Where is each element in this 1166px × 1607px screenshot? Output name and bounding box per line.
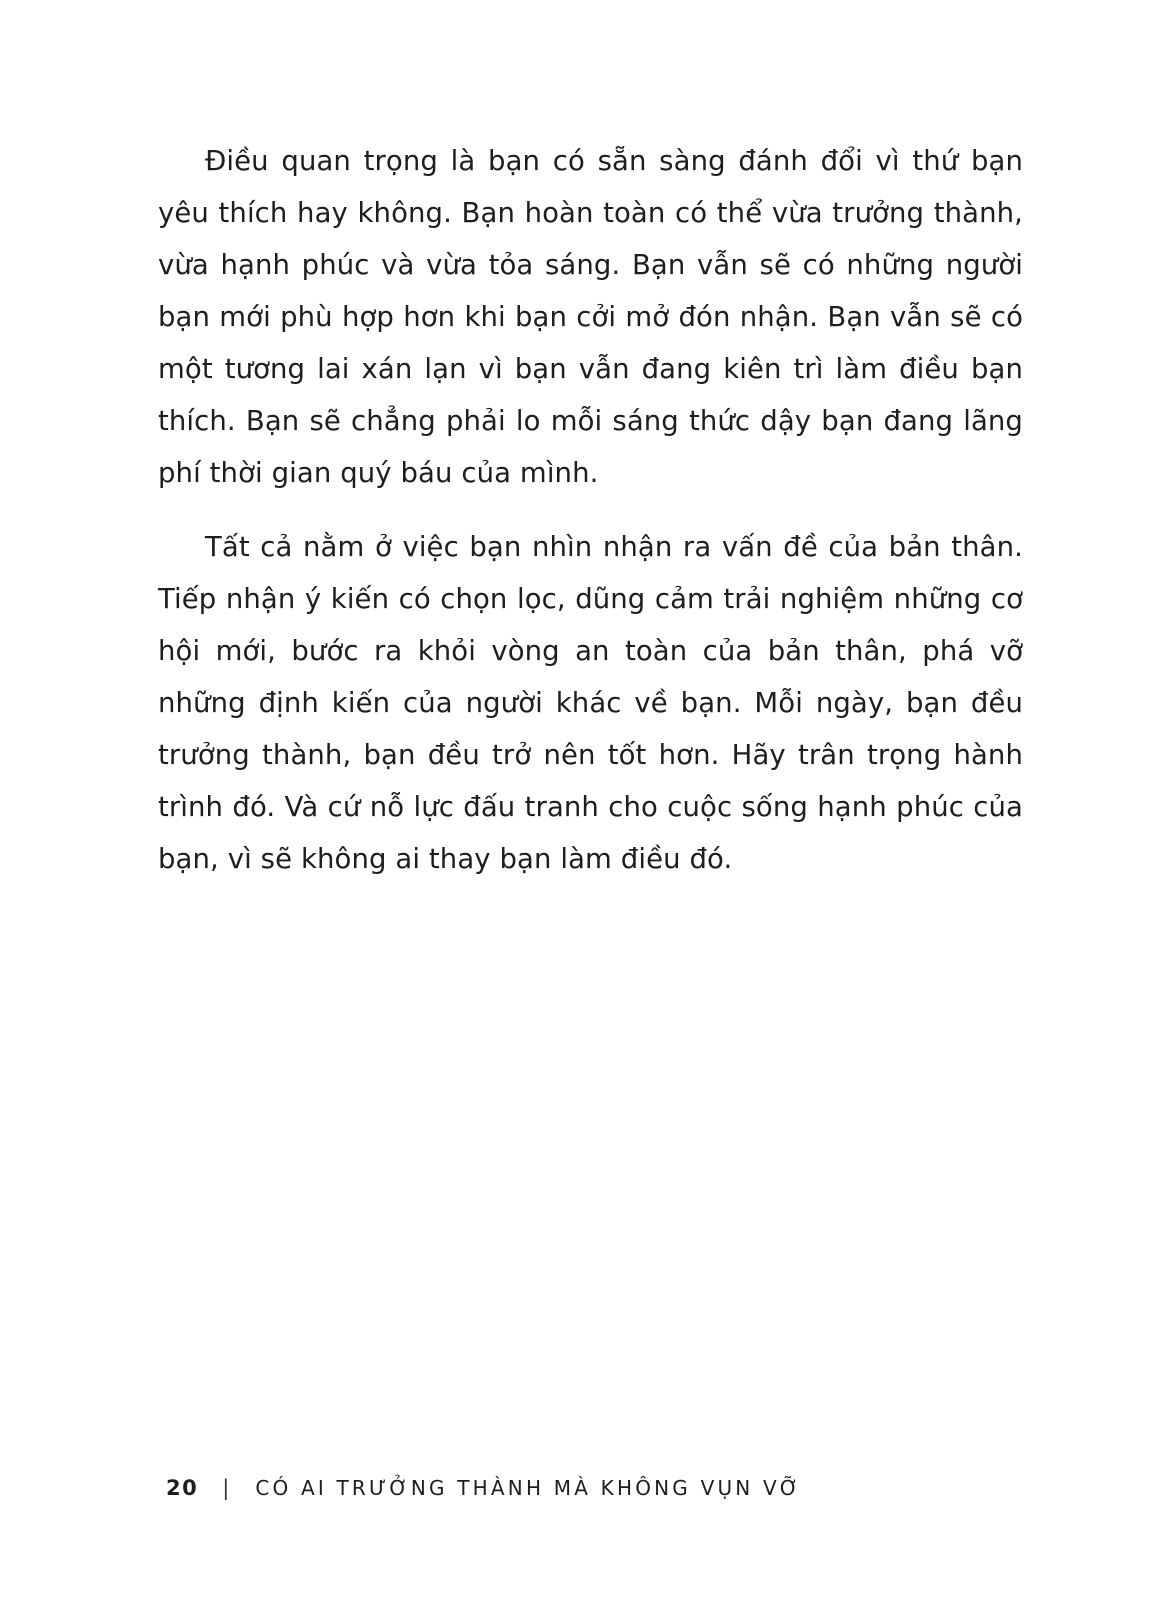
paragraph-2: Tất cả nằm ở việc bạn nhìn nhận ra vấn đề của bản thân. Tiếp nhận ý kiến có chọn lọc, dũng cảm trải nghiệm những cơ hội mới, bước ra khỏi vòng an toàn của bản thân, phá vỡ những định kiến của người khác về bạn. Mỗi ngày, bạn đều trưởng thành, bạn đều trở nên tốt hơn. Hãy trân trọng hành trình đó. Và cứ nỗ lực đấu tranh cho cuộc sống hạnh phúc của bạn, vì sẽ không ai thay bạn làm điều đó.	[158, 531, 1023, 875]
body-text	[158, 135, 1023, 885]
running-title: CÓ AI TRƯỞNG THÀNH MÀ KHÔNG VỤN VỠ	[255, 1476, 802, 1500]
page-footer	[166, 1472, 801, 1504]
page-number: 20	[166, 1476, 199, 1500]
footer-separator: |	[222, 1476, 230, 1500]
paragraph-1: Điều quan trọng là bạn có sẵn sàng đánh đổi vì thứ bạn yêu thích hay không. Bạn hoàn toàn có thể vừa trưởng thành, vừa hạnh phúc và vừa tỏa sáng. Bạn vẫn sẽ có những người bạn mới phù hợp hơn khi bạn cởi mở đón nhận. Bạn vẫn sẽ có một tương lai xán lạn vì bạn vẫn đang kiên trì làm điều bạn thích. Bạn sẽ chẳng phải lo mỗi sáng thức dậy bạn đang lãng phí thời gian quý báu của mình.	[158, 145, 1023, 489]
